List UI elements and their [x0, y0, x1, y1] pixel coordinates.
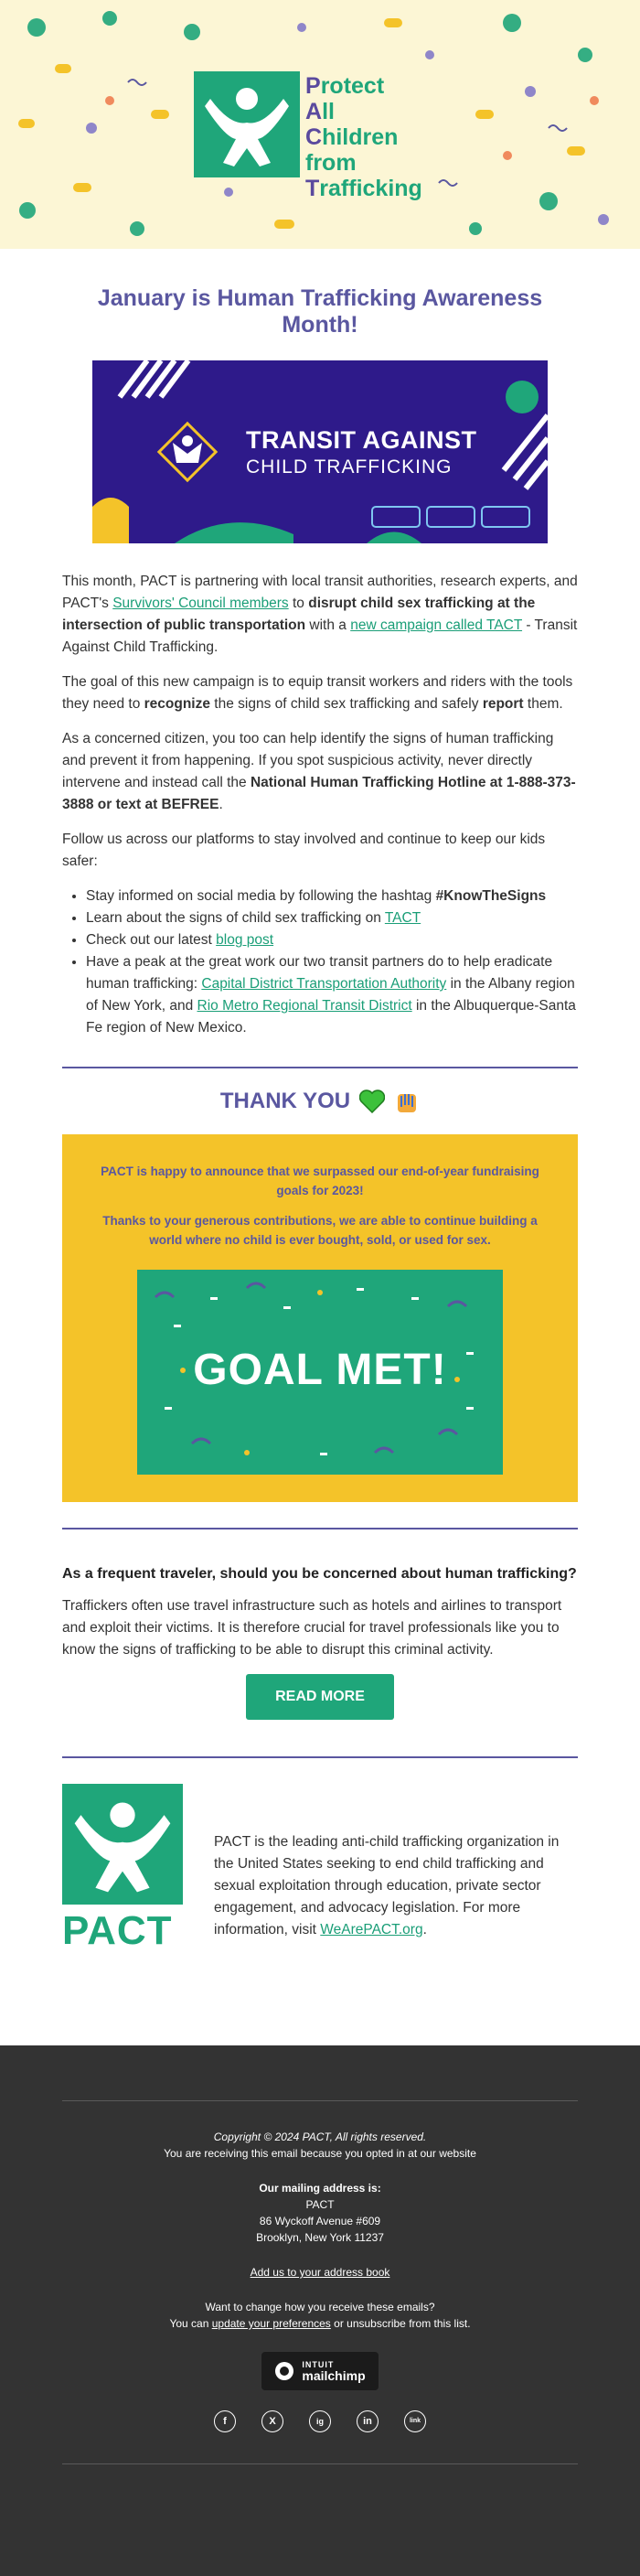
x-twitter-icon[interactable]: X: [261, 2410, 283, 2432]
divider: [62, 1067, 578, 1068]
goal-met-text: GOAL MET!: [193, 1346, 447, 1394]
list-item: • Have a peak at the great work our two transit partners do to help eradicate human trafficking: Capital District Transportation Authority in the Albany region of New York, and Rio Metro Regional Transit District in the Albuquerque-Santa Fe region of New Mexico.: [86, 951, 578, 1039]
fundraising-thanks: Thanks to your generous contributions, we are able to continue building a world where no child is ever bought, sold, or used for sex.: [102, 1214, 538, 1247]
tact-line2: CHILD TRAFFICKING: [246, 456, 453, 478]
divider: [62, 1528, 578, 1530]
blog-post-link[interactable]: blog post: [216, 932, 274, 948]
rio-metro-link[interactable]: Rio Metro Regional Transit District: [197, 998, 412, 1014]
raised-hands-icon: [394, 1089, 420, 1114]
tact-banner-text: [246, 426, 477, 478]
survivors-council-link[interactable]: Survivors' Council members: [112, 596, 289, 611]
fundraising-announcement: PACT is happy to announce that we surpassed our end-of-year fundraising goals for 2023!: [101, 1165, 539, 1197]
pact-logo: [62, 1784, 183, 1961]
pact-figure-icon: [194, 71, 300, 177]
goal-paragraph: The goal of this new campaign is to equip transit workers and riders with the tools they need to recognize the signs of child sex trafficking and safely report them.: [62, 674, 573, 712]
divider: [62, 1756, 578, 1758]
mailchimp-badge[interactable]: INTUIT mailchimp: [261, 2352, 378, 2390]
footer-address: Our mailing address is: PACT 86 Wyckoff Avenue #609 Brooklyn, New York 11237: [256, 2182, 384, 2244]
read-more-button[interactable]: READ MORE: [246, 1674, 394, 1720]
footer-preferences: Want to change how you receive these emails? You can update your preferences or unsubscribe from this list.: [169, 2301, 471, 2330]
tact-campaign-link[interactable]: new campaign called TACT: [350, 617, 523, 633]
thank-you-heading: [62, 1089, 578, 1114]
social-links: [62, 2410, 578, 2432]
green-heart-icon: [359, 1089, 385, 1113]
list-item: • Stay informed on social media by following the hashtag #KnowTheSigns: [86, 886, 578, 907]
cdta-link[interactable]: Capital District Transportation Authority: [201, 976, 447, 992]
pact-figure-icon: [62, 1784, 183, 1905]
instagram-icon[interactable]: ig: [309, 2410, 331, 2432]
facebook-icon[interactable]: f: [214, 2410, 236, 2432]
wearepact-link[interactable]: WeArePACT.org: [320, 1922, 423, 1937]
action-list: [62, 886, 578, 1039]
fundraising-box: [62, 1134, 578, 1502]
goal-met-image: [137, 1270, 503, 1475]
tact-banner-image: [92, 360, 548, 543]
thank-you-title: THANK YOU: [219, 1089, 351, 1113]
about-paragraph: PACT is the leading anti-child trafficking organization in the United States seeking to end child trafficking and sexual exploitation through education, private sector engagement, and advocacy legislation. For more information, visit WeArePACT.org.: [214, 1834, 560, 1937]
pact-logo-word: PACT: [62, 1908, 173, 1953]
intro-paragraph: This month, PACT is partnering with local transit authorities, research experts, and PACT's Survivors' Council members to disrupt child sex trafficking at the intersection of public transportation with a new campaign called TACT - Transit Against Child Trafficking.: [62, 574, 578, 655]
mailchimp-icon: [274, 2361, 294, 2381]
tact-link[interactable]: TACT: [384, 910, 421, 926]
footer: [0, 2045, 640, 2576]
traveler-paragraph: Traffickers often use travel infrastructure such as hotels and airlines to transport and exploit their victims. It is therefore crucial for travel professionals like you to know the signs of trafficking to be able to disrupt this criminal activity.: [62, 1598, 562, 1658]
about-section: [62, 1784, 578, 1961]
tact-line1: TRANSIT AGAINST: [246, 426, 477, 454]
website-link-icon[interactable]: link: [404, 2410, 426, 2432]
update-preferences-link[interactable]: update your preferences: [211, 2317, 331, 2330]
hero-banner: [0, 0, 640, 249]
traveler-heading: As a frequent traveler, should you be concerned about human trafficking?: [62, 1566, 577, 1582]
linkedin-icon[interactable]: in: [357, 2410, 379, 2432]
add-address-book-link[interactable]: Add us to your address book: [250, 2266, 390, 2279]
hero-logo: [194, 71, 448, 201]
hero-logo-words: Protect All Children from Trafficking: [305, 73, 422, 201]
footer-divider: [62, 2463, 578, 2464]
list-item: • Check out our latest blog post: [86, 929, 578, 951]
page-title: January is Human Trafficking Awareness Month!: [97, 285, 543, 338]
follow-paragraph: Follow us across our platforms to stay involved and continue to keep our kids safer:: [62, 832, 546, 869]
footer-copyright: Copyright © 2024 PACT, All rights reserved. You are receiving this email because you opted in at our website: [164, 2131, 476, 2160]
hotline-paragraph: As a concerned citizen, you too can help identify the signs of human trafficking and prevent it from happening. If you spot suspicious activity, never directly intervene and instead call the National Human Trafficking Hotline at 1-888-373-3888 or text at BEFREE.: [62, 731, 576, 812]
list-item: • Learn about the signs of child sex trafficking on TACT: [86, 907, 578, 929]
